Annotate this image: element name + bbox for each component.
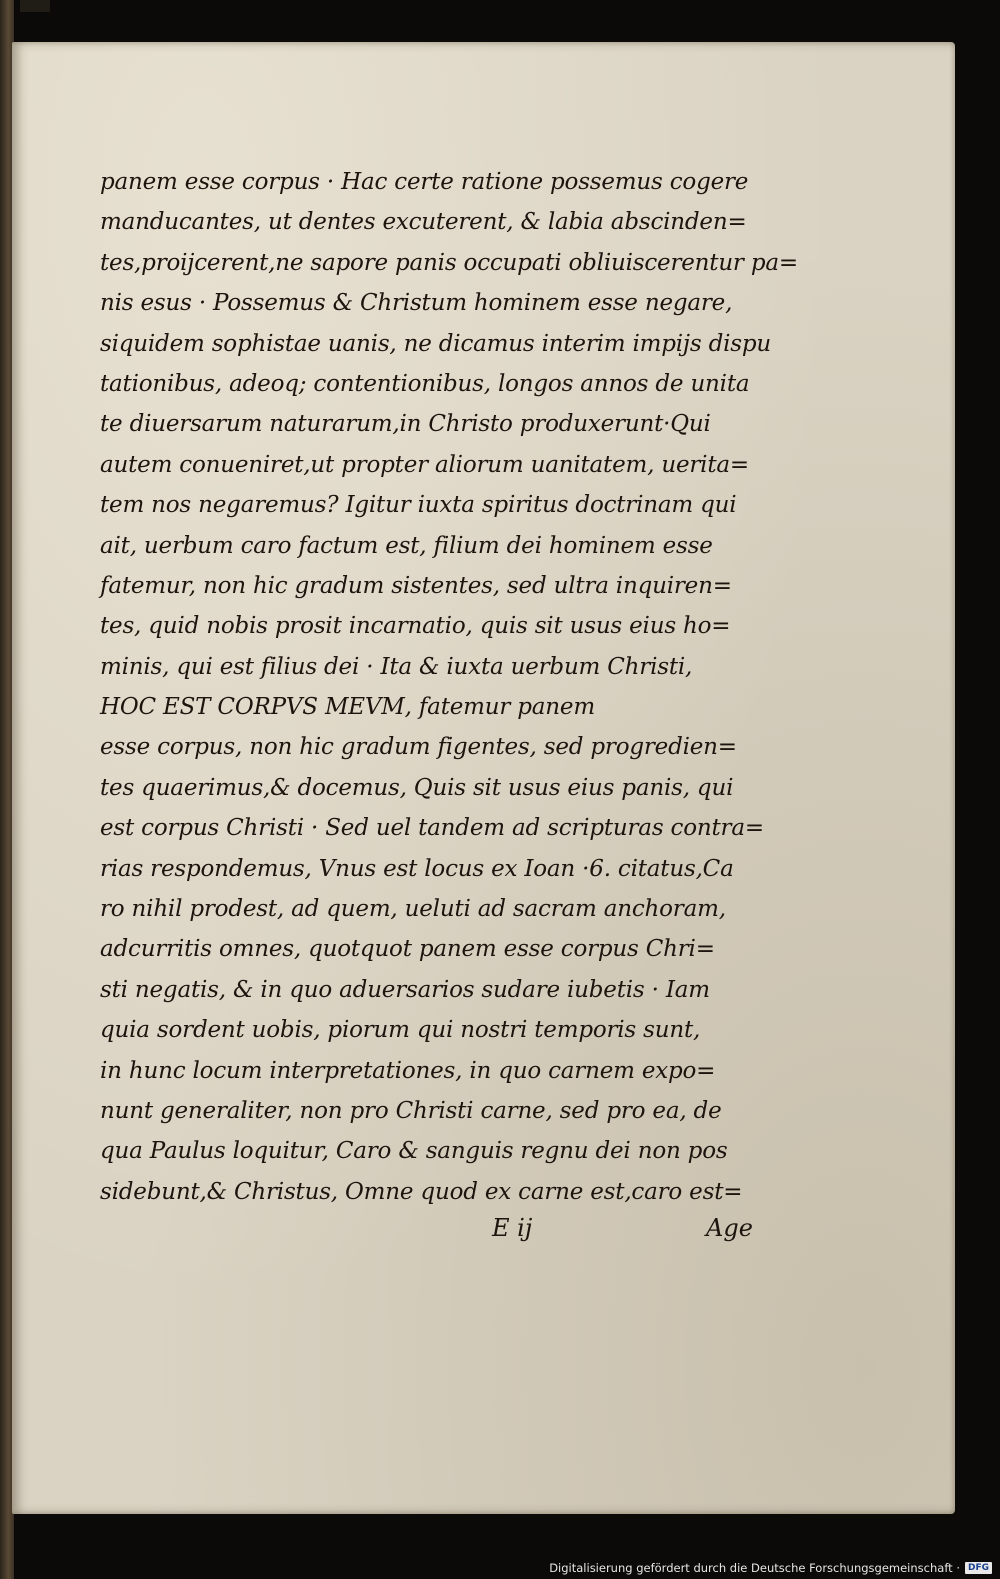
text-line: est corpus Christi · Sed uel tandem ad scripturas contra= — [100, 815, 764, 842]
page-footer — [100, 1214, 780, 1254]
text-line: nis esus · Possemus & Christum hominem esse negare, — [100, 290, 733, 317]
text-line: qua Paulus loquitur, Caro & sanguis regnu dei non pos — [100, 1138, 728, 1165]
text-line: fatemur, non hic gradum sistentes, sed ultra inquiren= — [100, 572, 732, 599]
text-line: in hunc locum interpretationes, in quo carnem expo= — [100, 1057, 716, 1084]
text-line: siquidem sophistae uanis, ne dicamus interim impijs dispu — [100, 330, 771, 357]
text-line: HOC EST CORPVS MEVM, fatemur panem — [100, 694, 595, 721]
catchword: Age — [706, 1214, 753, 1242]
text-line: ait, uerbum caro factum est, filium dei hominem esse — [100, 532, 713, 559]
scan-corner-mark — [20, 0, 50, 12]
text-line: esse corpus, non hic gradum figentes, sed progredien= — [100, 734, 737, 761]
text-line: te diuersarum naturarum,in Christo produxerunt·Qui — [100, 411, 711, 438]
signature-mark: E ij — [492, 1214, 533, 1242]
text-line: tes quaerimus,& docemus, Quis sit usus eius panis, qui — [100, 774, 734, 801]
text-line: panem esse corpus · Hac certe ratione possemus cogere — [100, 169, 749, 195]
text-line: tem nos negaremus? Igitur iuxta spiritus doctrinam qui — [100, 492, 737, 519]
text-line: ro nihil prodest, ad quem, ueluti ad sacram anchoram, — [100, 896, 726, 923]
text-line: sti negatis, & in quo aduersarios sudare iubetis · Iam — [100, 976, 710, 1003]
text-line: quia sordent uobis, piorum qui nostri temporis sunt, — [100, 1017, 701, 1044]
text-line: autem conueniret,ut propter aliorum uanitatem, uerita= — [100, 451, 749, 478]
text-line: sidebunt,& Christus, Omne quod ex carne est,caro est= — [100, 1178, 743, 1205]
credit-text: Digitalisierung gefördert durch die Deutsche Forschungsgemeinschaft · — [549, 1561, 960, 1575]
text-line: tes, quid nobis prosit incarnatio, quis sit usus eius ho= — [100, 613, 731, 640]
text-line: tationibus, adeoq; contentionibus, longos annos de unita — [100, 370, 750, 397]
book-page — [12, 42, 955, 1514]
text-line: tes,proijcerent,ne sapore panis occupati obliuiscerentur pa= — [100, 249, 798, 276]
text-line: nunt generaliter, non pro Christi carne, sed pro ea, de — [100, 1097, 722, 1124]
text-line: rias respondemus, Vnus est locus ex Ioan ·6. citatus,Ca — [100, 855, 734, 882]
digitization-credit — [549, 1559, 992, 1577]
page-text-block — [100, 162, 798, 1212]
text-line: manducantes, ut dentes excuterent, & labia abscinden= — [100, 209, 747, 236]
text-line: adcurritis omnes, quotquot panem esse corpus Chri= — [100, 936, 715, 963]
text-line: minis, qui est filius dei · Ita & iuxta uerbum Christi, — [100, 653, 693, 680]
dfg-logo: DFG — [965, 1562, 992, 1574]
